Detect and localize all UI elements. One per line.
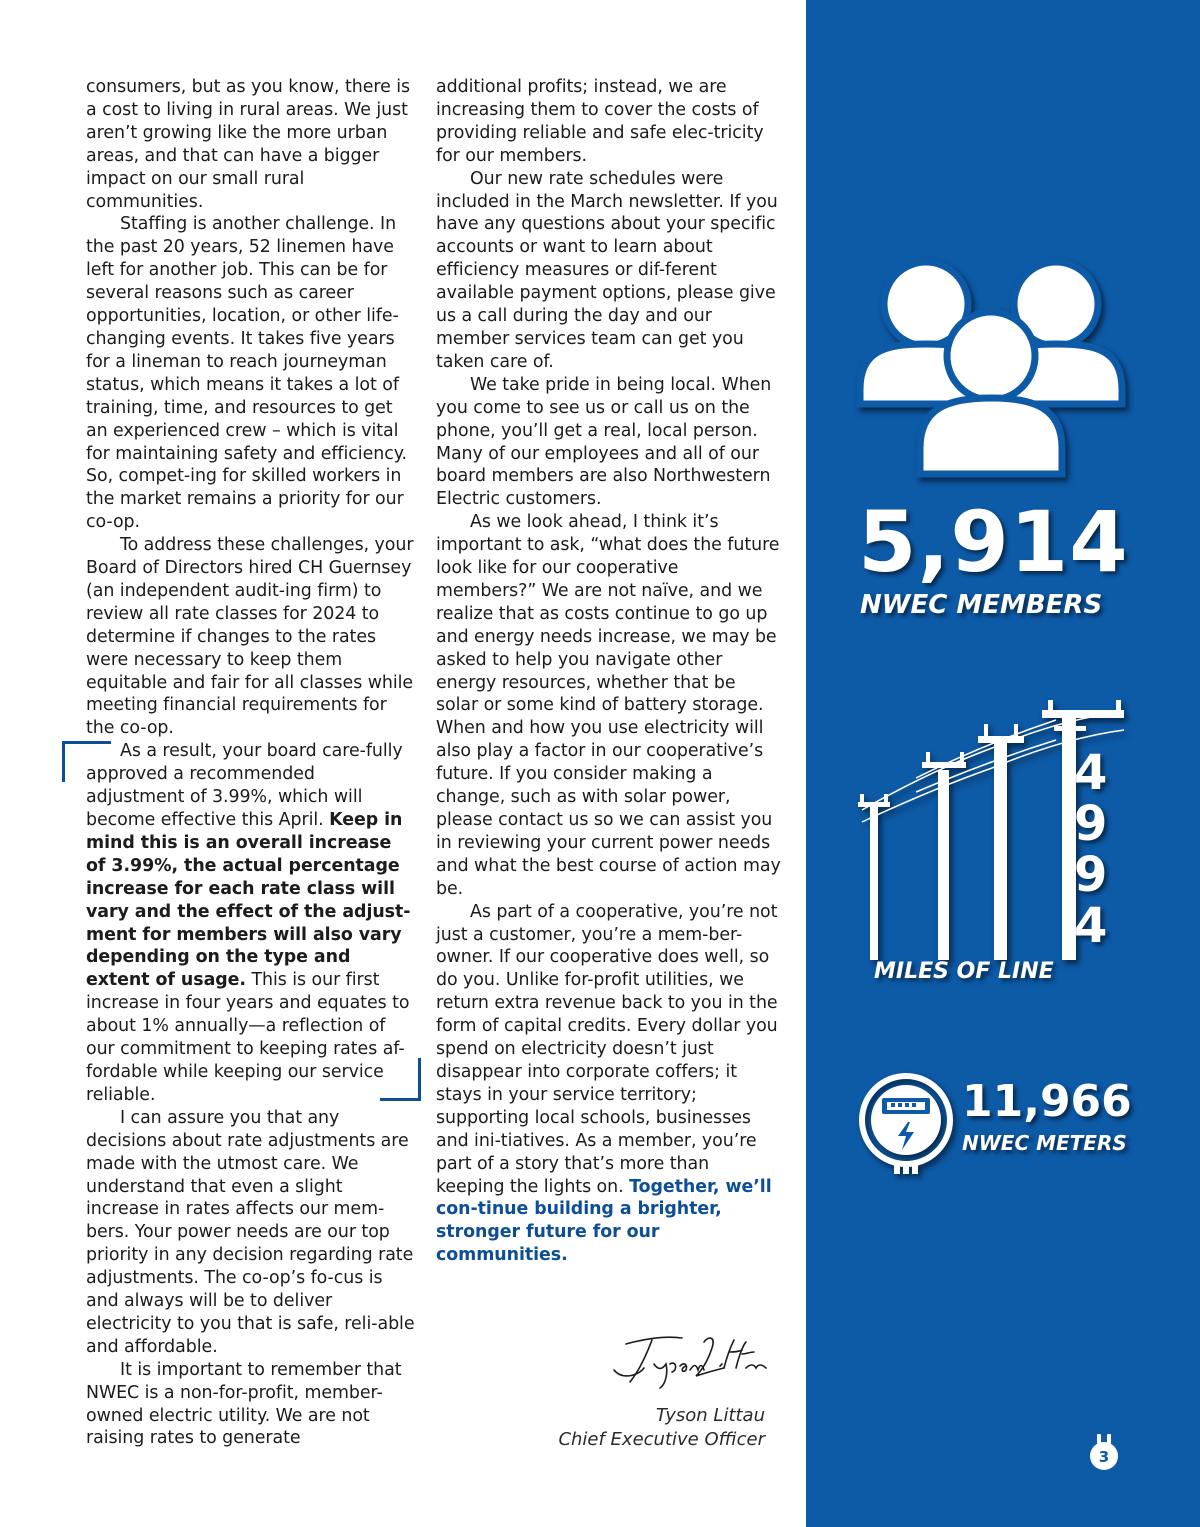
paragraph-text: This is our first increase in four years and equates to about 1% annually—a reflection of our commitment to keeping rates af-fordable while keeping our service reliable. xyxy=(86,970,410,1105)
paragraph: To address these challenges, your Board of Directors hired CH Guernsey (an independent audit-ing firm) to review all rate classes for 2024 to determine if changes to the rates were necessary to keep them equitable and fair for all classes while meeting financial requirements for the co-op. xyxy=(86,535,414,739)
miles-label: MILES OF LINE xyxy=(874,959,1054,984)
page-number: 3 xyxy=(1098,1448,1110,1466)
stats-sidebar xyxy=(806,0,1200,1527)
paragraph-rate-adjustment xyxy=(86,740,416,1107)
miles-digit: 9 xyxy=(1074,796,1108,852)
pull-quote-bracket-top xyxy=(62,741,111,782)
paragraph: additional profits; instead, we are increasing them to cover the costs of providing reliable and safe elec-tricity for our members. xyxy=(436,77,764,166)
members-label: NWEC MEMBERS xyxy=(860,590,1103,620)
members-count: 5,914 xyxy=(858,493,1129,591)
paragraph: It is important to remember that NWEC is a non-for-profit, member-owned electric utility. We are not raising rates to generate xyxy=(86,1359,402,1449)
paragraph-text: As part of a cooperative, you’re not just a customer, you’re a mem-ber-owner. If our cooperative does well, so do you. Unlike for-profit utilities, we return extra revenue back to you in the form of capital credits. Every dollar you spend on electricity doesn’t just disappear into corporate coffers; it stays in your service territory; supporting local schools, businesses and ini-tiatives. As a member, you’re part of a story that’s more than keeping the lights on. xyxy=(436,901,778,1197)
pull-quote-bracket-bottom xyxy=(380,1058,421,1101)
miles-digit: 4 xyxy=(1074,898,1108,954)
miles-digit: 9 xyxy=(1074,847,1108,903)
closing-highlight: Together, we’ll con-tinue building a brighter, stronger future for our communities. xyxy=(436,1176,772,1266)
miles-digit: 4 xyxy=(1074,745,1108,801)
paragraph: Staffing is another challenge. In the past 20 years, 52 linemen have left for another job. This can be for several reasons such as career opportunities, location, or other life-changing events. It takes five years for a lineman to reach journeyman status, which means it takes a lot of training, time, and resources to get an experienced crew – which is vital for maintaining safety and efficiency. So, compet-ing for skilled workers in the market remains a priority for our co-op. xyxy=(86,214,407,533)
signatory-name: Tyson Littau xyxy=(655,1405,765,1426)
meters-count: 11,966 xyxy=(962,1076,1132,1127)
electric-meter-icon xyxy=(856,1072,956,1176)
paragraph: I can assure you that any decisions about rate adjustments are made with the utmost care. We understand that even a slight increase in rates affects our mem-bers. Your power needs are our top priority in any decision regarding rate adjustments. The co-op’s fo-cus is and always will be to deliver electricity to you that is safe, reli-able and affordable. xyxy=(86,1107,415,1357)
paragraph-text: As a result, your board care-fully approved a recommended adjustment of 3.99%, which will become effective this April. xyxy=(86,741,403,830)
page-number-badge xyxy=(1088,1434,1120,1472)
paragraph: We take pride in being local. When you come to see us or call us on the phone, you’ll get a real, local person. Many of our employees and all of our board members are also Northwestern Electric customers. xyxy=(436,374,772,510)
article-column-middle xyxy=(436,76,781,1267)
signature-image xyxy=(608,1330,768,1390)
article-column-left xyxy=(86,76,416,1450)
meters-label: NWEC METERS xyxy=(962,1131,1127,1155)
emphasized-text: Keep in mind this is an overall increase of 3.99%, the actual percentage increase for each rate class will vary and the effect of the adjust-ment for members will also vary depending on the type and extent of usage. xyxy=(86,810,411,991)
paragraph: As we look ahead, I think it’s important to ask, “what does the future look like for our cooperative members?” We are not naïve, and we realize that as costs continue to go up and energy needs increase, we may be asked to help you navigate other energy resources, whether that be solar or some kind of battery storage. When and how you use electricity will also play a factor in our cooperative’s future. If you consider making a change, such as with solar power, please contact us so we can assist you in reviewing your current power needs and what the best course of action may be. xyxy=(436,512,781,899)
paragraph-closing xyxy=(436,901,781,1268)
paragraph: Our new rate schedules were included in the March newsletter. If you have any questions about your specific accounts or want to learn about efficiency measures or dif-ferent available payment options, please give us a call during the day and our member services team can get you taken care of. xyxy=(436,168,778,372)
paragraph: consumers, but as you know, there is a cost to living in rural areas. We just aren’t growing like the more urban areas, and that can have a bigger impact on our small rural communities. xyxy=(86,77,410,212)
members-group-icon xyxy=(856,248,1126,480)
signatory-title: Chief Executive Officer xyxy=(558,1429,765,1450)
